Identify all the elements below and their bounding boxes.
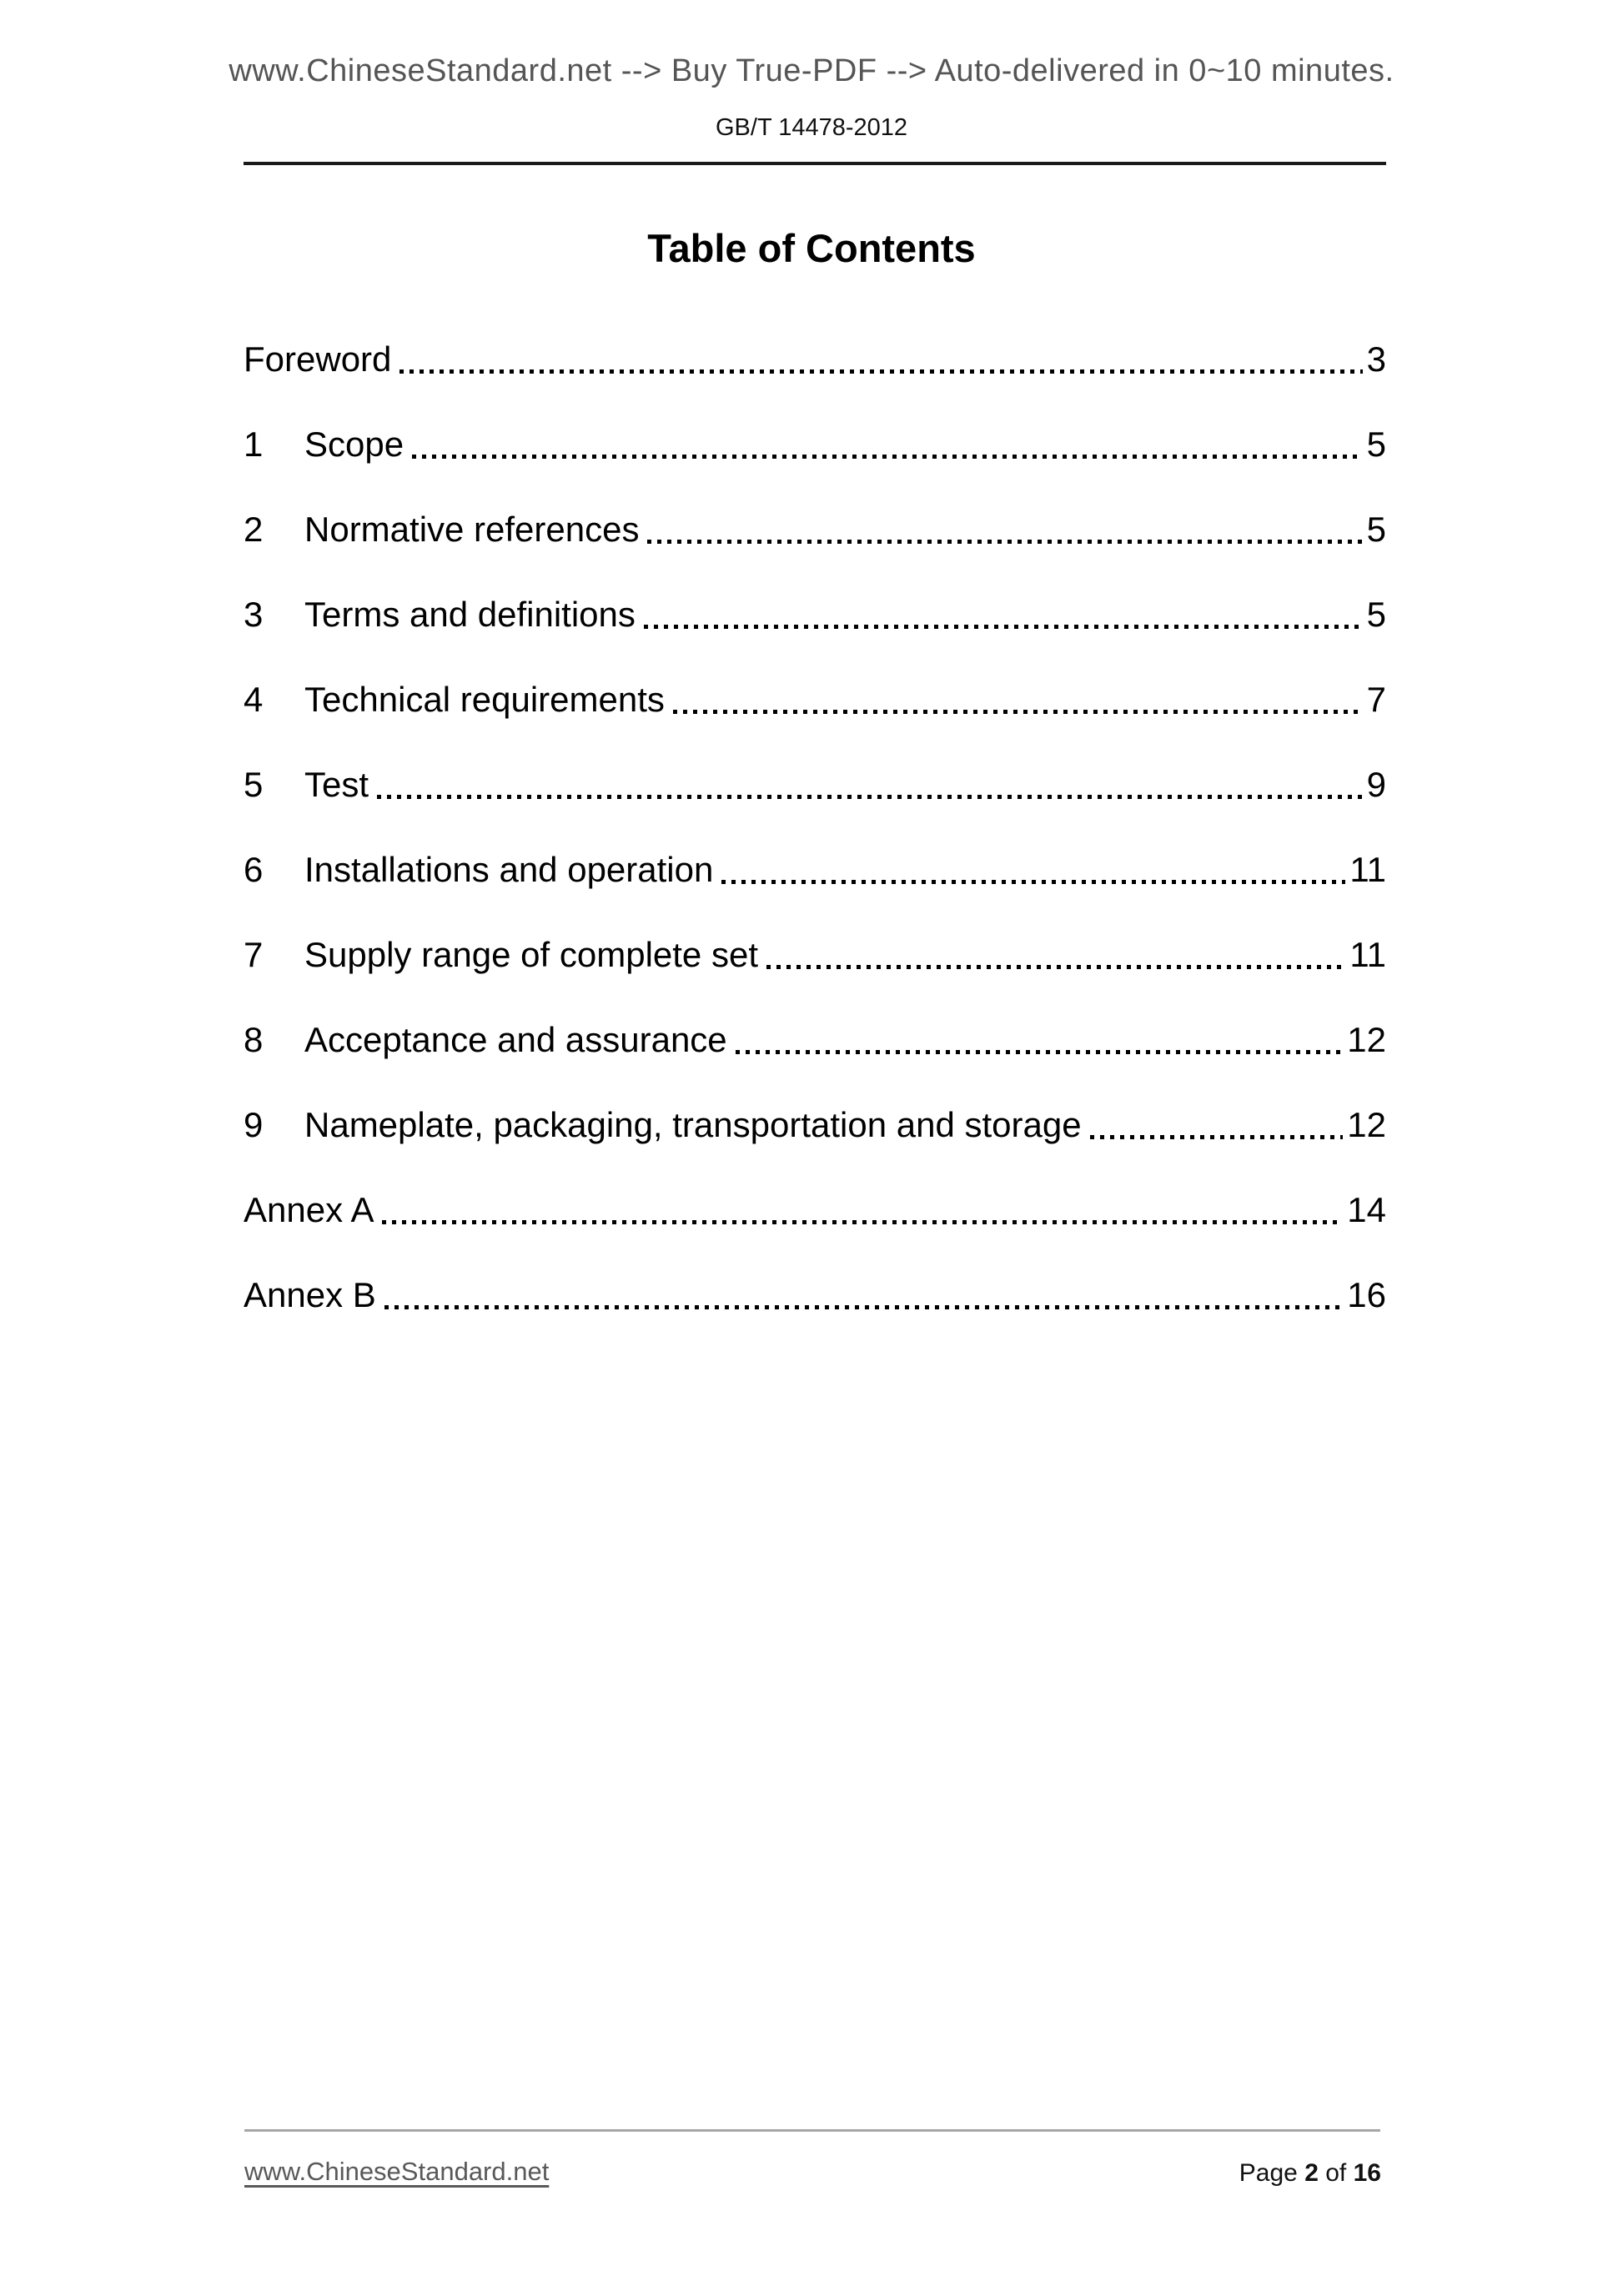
toc-leader-dots [382,1220,1343,1224]
toc-entry-number: 1 [244,425,264,464]
toc-entry-page: 16 [1347,1275,1386,1314]
footer-page-total: 16 [1353,2159,1381,2187]
toc-entry-label: Technical requirements [304,680,665,719]
toc-entry-number: 2 [244,510,264,549]
toc-entry-page: 9 [1366,765,1386,804]
toc-entry-page: 5 [1366,425,1386,464]
toc-entry-page: 7 [1366,680,1386,719]
toc-entry-page: 3 [1366,339,1386,379]
toc-entry-number: 4 [244,680,264,719]
toc-entry-label: Annex A [244,1190,374,1229]
toc-entry-page: 5 [1366,510,1386,549]
footer-page-separator: of [1325,2159,1347,2187]
toc-leader-dots [647,540,1362,544]
toc-entry[interactable] [244,424,1386,465]
toc-leader-dots [673,710,1363,714]
footer-page-current: 2 [1304,2159,1319,2187]
toc-entry[interactable] [244,594,1386,636]
toc-entry[interactable] [244,1019,1386,1061]
toc-entry-label: Terms and definitions [304,595,636,634]
toc-entry-number: 9 [244,1105,264,1144]
header-promo-text: www.ChineseStandard.net --> Buy True-PDF --> Auto-delivered in 0~10 minutes. [229,53,1394,88]
toc-entry-label: Normative references [304,510,640,549]
toc-entry-page: 14 [1347,1190,1386,1229]
toc-entry[interactable] [244,509,1386,550]
footer-site-link[interactable]: www.ChineseStandard.net [244,2157,550,2186]
footer-page-prefix: Page [1239,2159,1298,2187]
toc-entry-number: 3 [244,595,264,634]
toc-leader-dots [766,965,1345,969]
footer-page-indicator [1239,2159,1381,2188]
toc-entry-label: Installations and operation [304,850,714,889]
toc-leader-dots [721,880,1345,884]
toc-leader-dots [377,795,1363,799]
toc-entry-label: Nameplate, packaging, transportation and storage [304,1105,1082,1144]
toc-entry-page: 11 [1349,850,1386,889]
page-title: Table of Contents [647,226,976,270]
header-divider [244,162,1386,165]
toc-list [244,339,1386,1359]
toc-entry-number: 5 [244,765,264,804]
toc-entry-number: 6 [244,850,264,889]
toc-entry-number: 8 [244,1020,264,1059]
toc-entry-number: 7 [244,935,264,974]
toc-entry-page: 11 [1349,935,1386,974]
toc-entry-label: Test [304,765,369,804]
toc-entry-label: Foreword [244,339,392,379]
toc-leader-dots [412,455,1363,459]
toc-entry[interactable] [244,934,1386,976]
toc-leader-dots [384,1305,1344,1309]
toc-entry-label: Supply range of complete set [304,935,758,974]
toc-entry[interactable] [244,1189,1386,1231]
toc-entry[interactable] [244,1274,1386,1316]
toc-entry[interactable] [244,679,1386,721]
footer-divider [244,2129,1380,2132]
toc-entry-page: 12 [1347,1020,1386,1059]
toc-entry[interactable] [244,849,1386,891]
toc-leader-dots [1090,1135,1344,1139]
toc-entry-label: Acceptance and assurance [304,1020,727,1059]
toc-entry[interactable] [244,339,1386,380]
toc-leader-dots [644,625,1363,629]
toc-entry[interactable] [244,764,1386,806]
toc-leader-dots [736,1050,1344,1054]
toc-entry-page: 12 [1347,1105,1386,1144]
toc-entry-label: Scope [304,425,404,464]
toc-entry-page: 5 [1366,595,1386,634]
document-code: GB/T 14478-2012 [715,114,908,141]
toc-entry[interactable] [244,1104,1386,1146]
toc-entry-label: Annex B [244,1275,376,1314]
toc-leader-dots [399,369,1362,374]
